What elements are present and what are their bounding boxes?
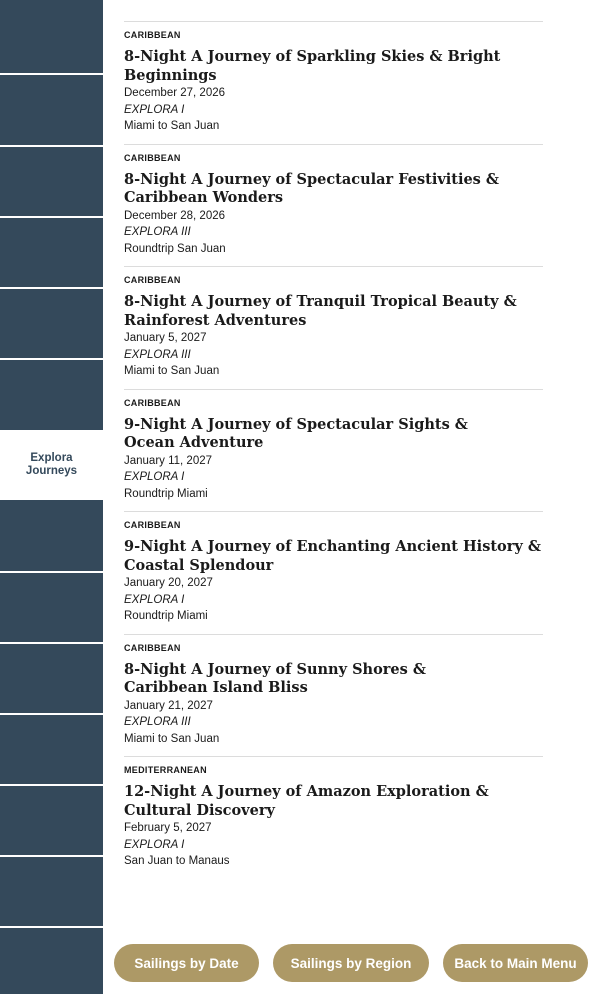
cruise-region: CARIBBEAN xyxy=(124,397,181,408)
back-to-main-menu-button[interactable]: Back to Main Menu xyxy=(443,944,588,982)
sidebar-item-8[interactable] xyxy=(0,500,103,573)
cruise-route: Roundtrip Miami xyxy=(124,487,208,500)
cruise-title: 8-Night A Journey of Sparkling Skies & Bright Beginnings xyxy=(124,48,501,84)
cruise-item[interactable] xyxy=(124,144,543,267)
sidebar xyxy=(0,0,103,994)
cruise-ship: EXPLORA III xyxy=(124,226,191,238)
cruise-ship: EXPLORA III xyxy=(124,716,191,728)
sidebar-item-2[interactable] xyxy=(0,75,103,147)
cruise-route: San Juan to Manaus xyxy=(124,855,230,867)
cruise-ship: EXPLORA I xyxy=(124,593,185,606)
cruise-ship: EXPLORA I xyxy=(124,838,185,851)
cruise-date: January 11, 2027 xyxy=(124,454,213,467)
cruise-route: Roundtrip Miami xyxy=(124,610,208,622)
sailings-by-date-button[interactable]: Sailings by Date xyxy=(114,944,259,982)
sidebar-item-6[interactable] xyxy=(0,360,103,430)
cruise-date: January 21, 2027 xyxy=(124,699,213,712)
sidebar-item-4[interactable] xyxy=(0,218,103,289)
sidebar-item-3[interactable] xyxy=(0,147,103,218)
sidebar-item-11[interactable] xyxy=(0,715,103,786)
cruise-item[interactable] xyxy=(124,634,543,757)
cruise-list xyxy=(124,21,543,879)
cruise-date: January 5, 2027 xyxy=(124,332,207,344)
cruise-ship: EXPLORA I xyxy=(124,103,185,116)
cruise-route: Roundtrip San Juan xyxy=(124,242,226,255)
cruise-route: Miami to San Juan xyxy=(124,732,220,745)
cruise-date: January 20, 2027 xyxy=(124,577,213,589)
cruise-region: CARIBBEAN xyxy=(124,275,181,285)
sidebar-item-5[interactable] xyxy=(0,289,103,360)
cruise-ship: EXPLORA I xyxy=(124,471,185,483)
cruise-item[interactable] xyxy=(124,389,543,512)
cruise-date: December 28, 2026 xyxy=(124,209,226,222)
cruise-item[interactable] xyxy=(124,756,543,879)
sidebar-item-1[interactable] xyxy=(0,0,103,75)
cruise-region: CARIBBEAN xyxy=(124,30,181,40)
cruise-date: February 5, 2027 xyxy=(124,822,212,834)
sidebar-item-13[interactable] xyxy=(0,857,103,928)
cruise-title: 8-Night A Journey of Sunny Shores & Caribbean Island Bliss xyxy=(124,660,426,696)
sidebar-item-9[interactable] xyxy=(0,573,103,644)
cruise-region: CARIBBEAN xyxy=(124,642,181,653)
sidebar-item-12[interactable] xyxy=(0,786,103,857)
cruise-route: Miami to San Juan xyxy=(124,120,220,132)
cruise-date: December 27, 2026 xyxy=(124,87,226,99)
cruise-route: Miami to San Juan xyxy=(124,365,220,377)
cruise-title: 8-Night A Journey of Tranquil Tropical Beauty & Rainforest Adventures xyxy=(124,293,517,329)
cruise-item[interactable] xyxy=(124,266,543,389)
cruise-title: 12-Night A Journey of Amazon Exploration & Cultural Discovery xyxy=(124,783,489,819)
cruise-title: 9-Night A Journey of Spectacular Sights & Ocean Adventure xyxy=(124,415,468,451)
cruise-region: CARIBBEAN xyxy=(124,152,181,163)
cruise-title: 9-Night A Journey of Enchanting Ancient History & Coastal Splendour xyxy=(124,538,541,574)
sidebar-item-explora-journeys[interactable] xyxy=(0,430,103,500)
sidebar-item-14[interactable] xyxy=(0,928,103,994)
sidebar-item-label: Explora Journeys xyxy=(25,452,78,477)
sidebar-item-10[interactable] xyxy=(0,644,103,715)
cruise-region: CARIBBEAN xyxy=(124,520,181,530)
cruise-ship: EXPLORA III xyxy=(124,348,191,361)
cruise-item[interactable] xyxy=(124,21,543,144)
cruise-title: 8-Night A Journey of Spectacular Festivities & Caribbean Wonders xyxy=(124,170,499,206)
cruise-item[interactable] xyxy=(124,511,543,634)
sailings-by-region-button[interactable]: Sailings by Region xyxy=(273,944,429,982)
cruise-region: MEDITERRANEAN xyxy=(124,765,207,775)
